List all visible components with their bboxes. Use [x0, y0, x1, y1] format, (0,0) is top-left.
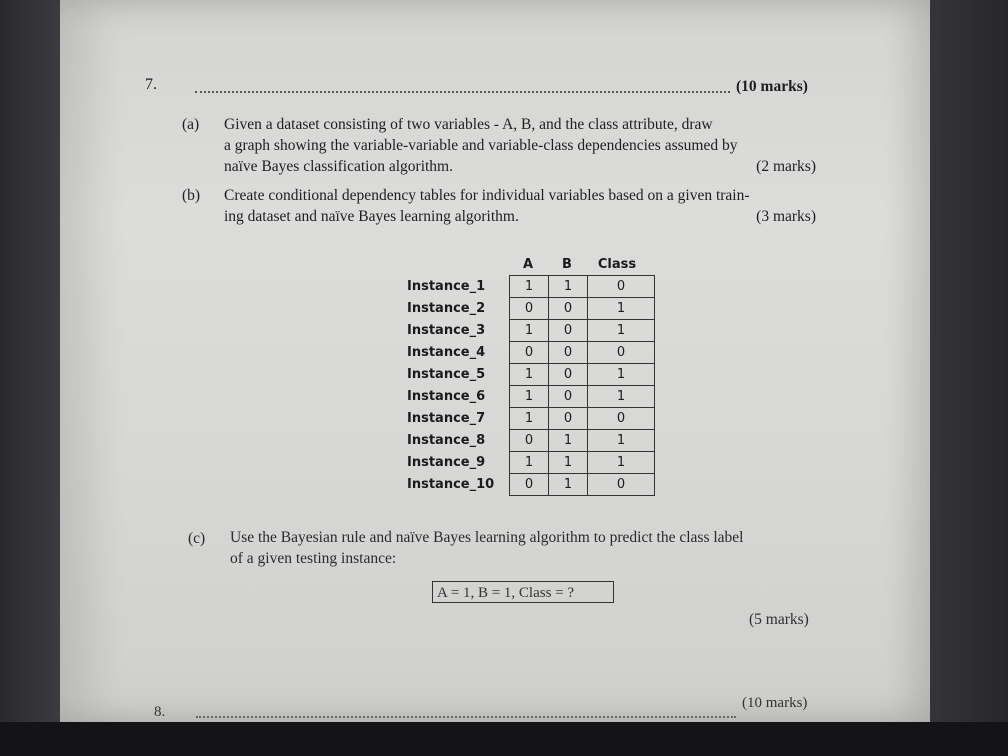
cell-b: 0 — [549, 342, 588, 364]
instance-label: Instance_2 — [407, 301, 486, 316]
part-a-label: (a) — [182, 116, 200, 133]
column-header-b: B — [562, 257, 572, 272]
instance-label: Instance_5 — [407, 367, 486, 382]
cell-class: 1 — [588, 452, 655, 474]
dataset-table — [509, 275, 655, 496]
instance-label: Instance_3 — [407, 323, 486, 338]
cell-class: 1 — [588, 430, 655, 452]
cell-a: 0 — [510, 430, 549, 452]
cell-class: 0 — [588, 276, 655, 298]
part-b-line-1: Create conditional dependency tables for individual variables based on a given train- — [224, 187, 750, 204]
cell-a: 1 — [510, 408, 549, 430]
part-c-label: (c) — [188, 530, 206, 547]
instance-label: Instance_4 — [407, 345, 486, 360]
part-a-text — [224, 114, 816, 177]
instance-label: Instance_10 — [407, 477, 495, 492]
table-row — [510, 408, 655, 430]
question-8-number: 8. — [154, 704, 166, 720]
cell-class: 0 — [588, 408, 655, 430]
cell-a: 1 — [510, 276, 549, 298]
cell-a: 1 — [510, 452, 549, 474]
cell-class: 1 — [588, 386, 655, 408]
part-b-label: (b) — [182, 187, 201, 204]
monitor-bezel — [0, 722, 1008, 756]
part-b-line-2: ing dataset and naïve Bayes learning algorithm. — [224, 208, 519, 225]
instance-label: Instance_6 — [407, 389, 486, 404]
cell-a: 1 — [510, 364, 549, 386]
cell-b: 1 — [549, 452, 588, 474]
cell-b: 0 — [549, 298, 588, 320]
table-row — [510, 342, 655, 364]
table-row — [510, 386, 655, 408]
part-a-line-3: naïve Bayes classification algorithm. — [224, 158, 453, 175]
question-7-number: 7. — [145, 76, 157, 93]
cell-a: 1 — [510, 320, 549, 342]
part-a-line-2: a graph showing the variable-variable and variable-class dependencies assumed by — [224, 137, 738, 154]
instance-label: Instance_7 — [407, 411, 486, 426]
cell-class: 0 — [588, 342, 655, 364]
cell-class: 1 — [588, 298, 655, 320]
part-a-marks: (2 marks) — [756, 158, 816, 175]
question-8-leader-dots — [196, 716, 736, 718]
table-row — [510, 276, 655, 298]
question-7-leader-dots — [195, 91, 730, 93]
cell-a: 0 — [510, 342, 549, 364]
question-8-marks: (10 marks) — [742, 695, 808, 711]
table-row — [510, 452, 655, 474]
column-header-class: Class — [597, 257, 637, 272]
part-c-text — [230, 527, 830, 569]
cell-class: 1 — [588, 364, 655, 386]
instance-label: Instance_8 — [407, 433, 486, 448]
part-b-text — [224, 185, 816, 227]
table-row — [510, 474, 655, 496]
part-c-line-1: Use the Bayesian rule and naïve Bayes learning algorithm to predict the class label — [230, 529, 744, 546]
part-a-line-1: Given a dataset consisting of two variables - A, B, and the class attribute, draw — [224, 116, 713, 133]
cell-b: 1 — [549, 430, 588, 452]
cell-a: 0 — [510, 298, 549, 320]
table-row — [510, 364, 655, 386]
cell-b: 1 — [549, 276, 588, 298]
cell-b: 1 — [549, 474, 588, 496]
part-b-marks: (3 marks) — [756, 208, 816, 225]
cell-b: 0 — [549, 320, 588, 342]
instance-label: Instance_9 — [407, 455, 486, 470]
question-7-marks: (10 marks) — [736, 78, 808, 95]
part-c-marks: (5 marks) — [749, 611, 809, 628]
cell-class: 1 — [588, 320, 655, 342]
cell-b: 0 — [549, 408, 588, 430]
table-row — [510, 430, 655, 452]
table-row — [510, 298, 655, 320]
cell-b: 0 — [549, 386, 588, 408]
part-c-line-2: of a given testing instance: — [230, 550, 397, 567]
instance-label: Instance_1 — [407, 279, 486, 294]
cell-a: 0 — [510, 474, 549, 496]
cell-a: 1 — [510, 386, 549, 408]
column-header-a: A — [522, 257, 534, 272]
cell-b: 0 — [549, 364, 588, 386]
cell-class: 0 — [588, 474, 655, 496]
test-instance-box: A = 1, B = 1, Class = ? — [432, 581, 614, 603]
table-row — [510, 320, 655, 342]
